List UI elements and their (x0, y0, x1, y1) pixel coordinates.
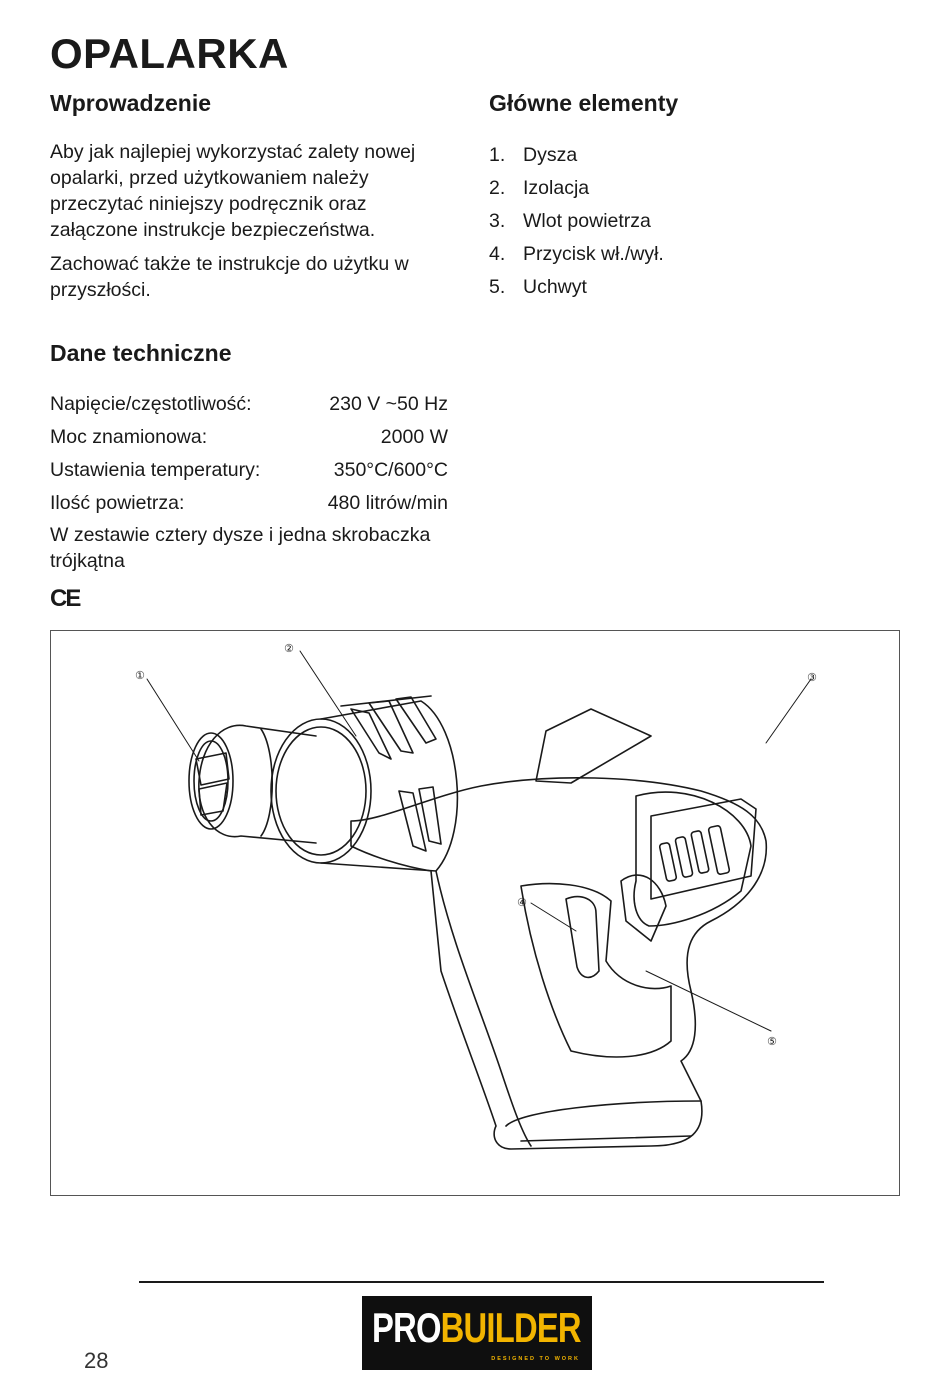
intro-paragraph: Aby jak najlepiej wykorzystać zalety nowej opalarki, przed użytkowaniem należy przeczytać niniejszy podręcznik oraz załączone instrukcje bezpieczeństwa. (50, 141, 416, 241)
item-label: Izolacja (523, 177, 590, 199)
specs-table (50, 388, 448, 574)
spec-label: Moc znamionowa: (50, 426, 208, 448)
heat-gun-diagram (50, 630, 900, 1196)
footer-divider (139, 1281, 824, 1283)
item-number: 4. (489, 243, 506, 265)
page-number: 28 (84, 1348, 109, 1373)
item-number: 2. (489, 177, 506, 199)
list-item (489, 238, 889, 271)
specs-heading: Dane techniczne (50, 340, 232, 366)
list-item (489, 205, 889, 238)
callout-label: ③ (807, 671, 817, 684)
page-title: OPALARKA (50, 30, 289, 77)
spec-value: 230 V ~50 Hz (329, 393, 448, 415)
spec-row (50, 454, 448, 487)
main-elements-section (489, 90, 889, 304)
spec-label: Napięcie/częstotliwość: (50, 393, 252, 415)
item-number: 1. (489, 144, 506, 166)
callout-label: ⑤ (767, 1035, 777, 1048)
logo-builder-text: BUILDER (440, 1304, 581, 1351)
spec-label: Ustawienia temperatury: (50, 459, 261, 481)
spec-value: 350°C/600°C (333, 459, 448, 481)
ce-mark-icon: CE (50, 585, 80, 612)
spec-label: Ilość powietrza: (50, 492, 185, 514)
elements-list (489, 139, 889, 304)
spec-value: 480 litrów/min (327, 492, 448, 514)
list-item (489, 271, 889, 304)
probuilder-logo (362, 1296, 592, 1370)
spec-note: W zestawie cztery dysze i jedna skrobaczka trójkątna (50, 524, 431, 572)
heat-gun-drawing (51, 631, 901, 1197)
spec-value: 2000 W (380, 426, 448, 448)
callout-label: ② (284, 642, 294, 655)
callout-label: ④ (517, 896, 527, 909)
item-label: Dysza (523, 144, 578, 166)
intro-heading: Wprowadzenie (50, 90, 212, 116)
item-number: 5. (489, 276, 506, 298)
logo-pro-text: PRO (372, 1304, 441, 1351)
spec-row (50, 487, 448, 520)
callout-label: ① (135, 669, 145, 682)
elements-heading: Główne elementy (489, 90, 679, 116)
item-number: 3. (489, 210, 506, 232)
logo-tagline: DESIGNED TO WORK (491, 1356, 580, 1362)
spec-row (50, 421, 448, 454)
intro-section (50, 90, 450, 311)
list-item (489, 139, 889, 172)
item-label: Wlot powietrza (523, 210, 651, 232)
list-item (489, 172, 889, 205)
spec-row (50, 388, 448, 421)
item-label: Przycisk wł./wył. (523, 243, 664, 265)
item-label: Uchwyt (523, 276, 587, 298)
intro-paragraph: Zachować także te instrukcje do użytku w przyszłości. (50, 253, 409, 301)
